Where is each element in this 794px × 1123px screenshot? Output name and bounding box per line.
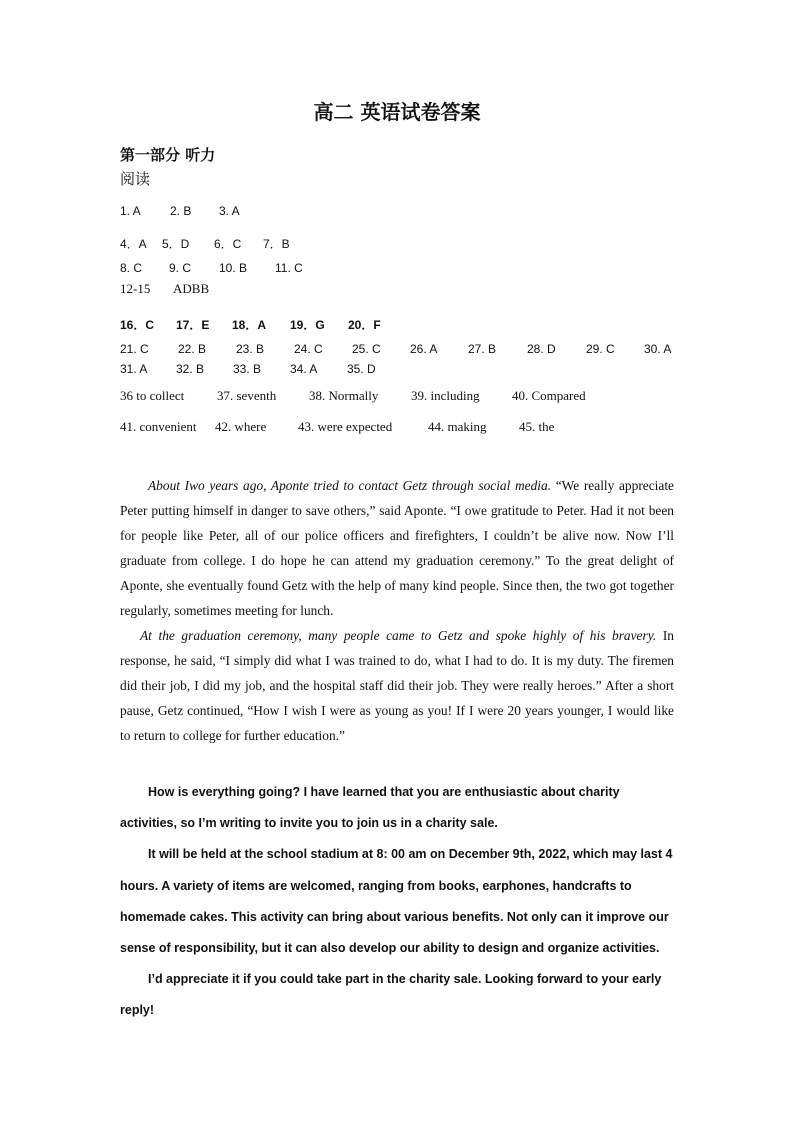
answer-item: 31. A <box>120 362 148 376</box>
paragraph-opening-sentence: At the graduation ceremony, many people came to Getz and spoke highly of his bravery. <box>140 628 657 643</box>
answer-item: 45. the <box>519 419 555 434</box>
answer-item: 4．A <box>120 237 147 251</box>
answer-item: 44. making <box>428 419 487 434</box>
answer-item: 27. B <box>468 342 497 356</box>
answer-item: 41. convenient <box>120 419 197 434</box>
continuation-writing <box>120 473 674 748</box>
answer-item: 29. C <box>586 342 615 356</box>
letter-paragraph: How is everything going? I have learned that you are enthusiastic about charity activities, so I’m writing to invite you to join us in a charity sale. <box>120 785 620 831</box>
page-title: 高二 英语试卷答案 <box>313 100 481 124</box>
answer-item: 40. Compared <box>512 388 586 403</box>
answer-item: 37. seventh <box>217 388 277 403</box>
invitation-letter <box>120 777 680 1027</box>
answer-item: 43. were expected <box>298 419 393 434</box>
answer-item: 22. B <box>178 342 207 356</box>
answer-item: 36 to collect <box>120 388 185 403</box>
answer-item: 2. B <box>170 204 192 218</box>
continuation-paragraph <box>120 473 674 623</box>
answer-item: 25. C <box>352 342 381 356</box>
answer-item: 1. A <box>120 204 141 218</box>
answer-item: 8. C <box>120 261 143 275</box>
letter-paragraph: I’d appreciate it if you could take part in the charity sale. Looking forward to your early reply! <box>120 972 662 1018</box>
answer-item: 34. A <box>290 362 318 376</box>
answer-item: 24. C <box>294 342 323 356</box>
answer-item: 42. where <box>215 419 267 434</box>
answer-item: 12-15 <box>120 281 151 296</box>
section-heading-part1: 第一部分 听力 <box>120 146 216 164</box>
continuation-paragraph <box>120 623 674 748</box>
section-heading-reading: 阅读 <box>120 170 151 188</box>
paragraph-body: “We really appreciate Peter putting himself in danger to save others,” said Aponte. “I owe gratitude to Peter. Had it not been for people like Peter, all of our police officers and firefighters, I couldn’t be alive now. Now I’ll graduate from college. I do hope he can attend my graduation ceremony.” To the great delight of Aponte, she eventually found Getz with the help of many kind people. Since then, the two got together regularly, sometimes meeting for lunch. <box>120 478 674 618</box>
paragraph-opening-sentence: About Iwo years ago, Aponte tried to contact Getz through social media. <box>148 478 552 493</box>
answer-item: 11. C <box>275 261 303 275</box>
answer-item: 18．A <box>232 318 267 332</box>
answer-item: 9. C <box>169 261 192 275</box>
answer-item: 33. B <box>233 362 262 376</box>
answer-item: 6．C <box>214 237 242 251</box>
answer-item: 17．E <box>176 318 210 332</box>
answer-item: 20．F <box>348 318 381 332</box>
answer-item: 7．B <box>263 237 290 251</box>
answer-item: 30. A <box>644 342 672 356</box>
answer-item: 5．D <box>162 237 190 251</box>
answer-item: 32. B <box>176 362 205 376</box>
answer-item: 26. A <box>410 342 438 356</box>
answer-item: 39. including <box>411 388 480 403</box>
answer-item: ADBB <box>173 281 210 296</box>
answer-item: 10. B <box>219 261 248 275</box>
answer-item: 38. Normally <box>309 388 379 403</box>
answer-item: 21. C <box>120 342 149 356</box>
answer-item: 19．G <box>290 318 325 332</box>
paragraph-body: In response, he said, “I simply did what I was trained to do, what I had to do. It is my duty. The firemen did their job, I did my job, and the hospital staff did their job. They were really heroes.” After a short pause, Getz continued, “How I wish I were as young as you! If I were 20 years younger, I would like to return to college for further education.” <box>120 628 674 743</box>
answer-item: 28. D <box>527 342 556 356</box>
letter-paragraph: It will be held at the school stadium at 8: 00 am on December 9th, 2022, which may last 4 hours. A variety of items are welcomed, ranging from books, earphones, handcrafts to homemade cakes. This activity can bring about various benefits. Not only can it improve our sense of responsibility, but it can also develop our ability to design and organize activities. <box>120 847 673 956</box>
answer-item: 35. D <box>347 362 376 376</box>
answer-item: 23. B <box>236 342 265 356</box>
answer-item: 16．C <box>120 318 155 332</box>
answer-item: 3. A <box>219 204 240 218</box>
